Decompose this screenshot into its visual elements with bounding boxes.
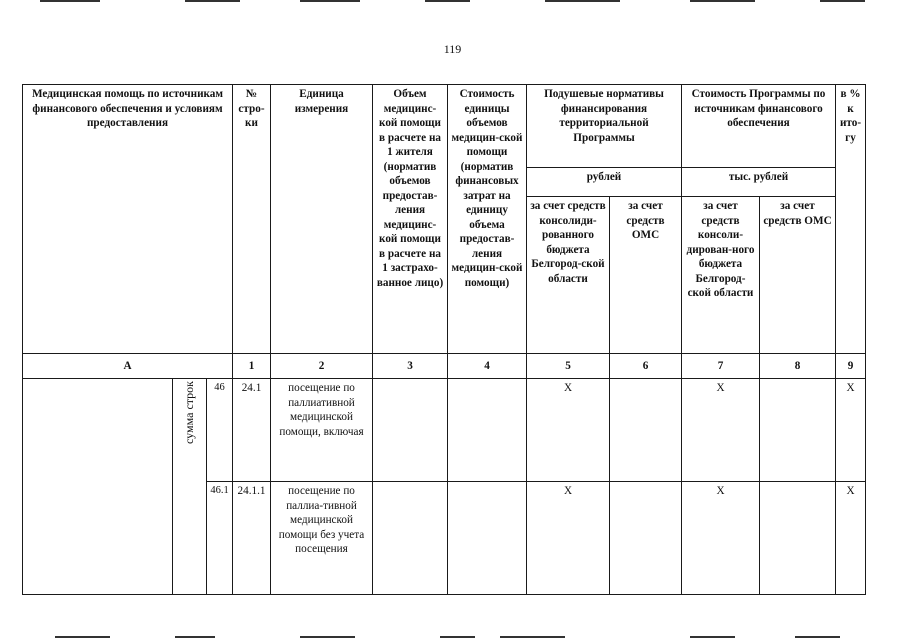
bottom-rule-7 [795, 636, 840, 638]
top-rule-6 [690, 0, 755, 2]
row-col7: Х [682, 379, 760, 482]
num-2: 2 [271, 354, 373, 379]
header-unit-cost: Стоимость единицы объемов медицин-ской помощи (норматив финансовых затрат на единицу объема предостав-ления медицин-ской помощи) [448, 85, 527, 354]
bottom-rule-4 [440, 636, 475, 638]
num-7: 7 [682, 354, 760, 379]
header-col6: за счет средств ОМС [610, 197, 682, 354]
row-col8 [760, 379, 836, 482]
row-line-number: 24.1 [233, 379, 271, 482]
num-a: А [23, 354, 233, 379]
vertical-label: сумма строк [182, 381, 197, 444]
row-unit: посещение по паллиативной медицинской помощи, включая [271, 379, 373, 482]
row-col9: Х [836, 379, 866, 482]
row-line-number: 24.1.1 [233, 482, 271, 595]
num-4: 4 [448, 354, 527, 379]
num-3: 3 [373, 354, 448, 379]
row-col6 [610, 379, 682, 482]
top-rule-3 [300, 0, 360, 2]
row-col8 [760, 482, 836, 595]
top-rule-7 [820, 0, 865, 2]
row-label-blank [23, 379, 173, 595]
row-col9: Х [836, 482, 866, 595]
bottom-rule-2 [175, 636, 215, 638]
num-6: 6 [610, 354, 682, 379]
header-unit: Единица измерения [271, 85, 373, 354]
header-unit-thousand: тыс. рублей [682, 168, 836, 197]
num-1: 1 [233, 354, 271, 379]
header-col5: за счет средств консолиди-рованного бюджета Белгород-ской области [527, 197, 610, 354]
row-col5: Х [527, 482, 610, 595]
row-col3 [373, 379, 448, 482]
row-subnumber: 46 [207, 379, 233, 482]
bottom-rule-5 [500, 636, 565, 638]
top-rule-5 [545, 0, 620, 2]
row-unit: посещение по паллиа-тивной медицинской помощи без учета посещения [271, 482, 373, 595]
row-col5: Х [527, 379, 610, 482]
row-col6 [610, 482, 682, 595]
header-row [23, 85, 866, 168]
num-5: 5 [527, 354, 610, 379]
budget-table [22, 84, 866, 595]
header-volume: Объем медицинс-кой помощи в расчете на 1 жителя (норматив объемов предостав-ления медицинс-кой помощи в расчете на 1 застрахо-ванное лицо) [373, 85, 448, 354]
header-per-capita-group: Подушевые нормативы финансирования территориальной Программы [527, 85, 682, 168]
bottom-rule-3 [300, 636, 355, 638]
row-col4 [448, 482, 527, 595]
page-number: 119 [443, 42, 462, 56]
bottom-rule-1 [55, 636, 110, 638]
bottom-rule-6 [690, 636, 735, 638]
row-col7: Х [682, 482, 760, 595]
row-col4 [448, 379, 527, 482]
column-numbering-row [23, 354, 866, 379]
top-rule-2 [185, 0, 240, 2]
table-row [23, 379, 866, 482]
header-program-cost-group: Стоимость Программы по источникам финансового обеспечения [682, 85, 836, 168]
row-col3 [373, 482, 448, 595]
vertical-label-cell [173, 379, 207, 595]
header-care-type: Медицинская помощь по источникам финансового обеспечения и условиям предоставления [23, 85, 233, 354]
header-col7: за счет средств консоли-дирован-ного бюджета Белгород-ской области [682, 197, 760, 354]
num-8: 8 [760, 354, 836, 379]
top-rule-4 [425, 0, 470, 2]
num-9: 9 [836, 354, 866, 379]
header-line-number: № стро-ки [233, 85, 271, 354]
header-percent: в % к ито-гу [836, 85, 866, 354]
header-unit-rub: рублей [527, 168, 682, 197]
top-rule-1 [40, 0, 100, 2]
row-subnumber: 46.1 [207, 482, 233, 595]
header-col8: за счет средств ОМС [760, 197, 836, 354]
